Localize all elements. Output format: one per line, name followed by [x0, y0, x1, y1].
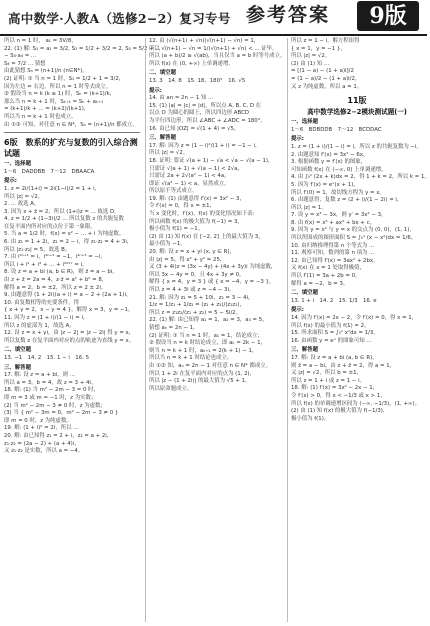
text-line: 所以 (a + b)/2 ≥ √(ab)，当且仅当 a = b 时等号成立。 [149, 53, 286, 60]
text-line: 三、解答题 [149, 135, 176, 142]
text-line: 二、填空题 [149, 70, 176, 77]
text-line: 那么当 n = k + 1 时，Sₖ₊₁ = Sₖ + aₖ₊₁ [4, 98, 104, 105]
text-line: ② 假设当 n = k (k ≥ 1) 时，Sₖ = (k+1)/k， [4, 91, 116, 98]
text-line: 又 z 为纯虚数，所以 a = 1。 [291, 83, 363, 90]
column-1-text-b [4, 161, 140, 456]
text-line: (3) 当 { m² − 3m = 0，m² − 2m − 3 ≠ 0 } [4, 410, 119, 417]
text-line: 又 (3 + 4i)z = (3x − 4y) + (4x + 3y)i 为纯虚数， [149, 264, 277, 271]
text-line: = [(1 − a) − (1 + a)i]/2 [291, 68, 354, 75]
text-line: 3. 根据函数 y = f′(x) 的图象， [291, 159, 367, 166]
text-line: 所以 z 的虚部为 1，故选 A。 [4, 322, 75, 329]
text-line: 21. 解: 因为 z₁ = 5 + 10i，z₂ = 3 − 4i， [149, 294, 254, 301]
text-line: S₄ = 7/2 ... 猜想 [4, 60, 46, 67]
text-line: (2) 证明: ① 当 n = 1 时，S₁ = 1/2 + 1 = 3/2， [4, 75, 125, 82]
text-line: − S₃·a₄ = ... [4, 53, 37, 60]
text-line: 2. ... 故选 A。 [4, 201, 40, 208]
text-line: 三、解答题 [4, 364, 31, 371]
text-line: 17. 解: 设 z = a + bi (a, b ∈ R)， [291, 354, 378, 361]
text-line: 所以 f(x) 在 (0, +∞) 上单调递增。 [149, 60, 234, 67]
text-line: 所以当 n = k + 1 时结论也成立。 [149, 355, 233, 362]
text-line: 13. −1 14. 2 15. 1 − i 16. 5 [4, 354, 89, 361]
text-line: 由 |z| = 5，得 x² + y² = 25， [149, 256, 226, 263]
text-line: 因为左边 = 右边，所以 n = 1 时等式成立。 [4, 83, 112, 90]
text-line: 所以 z = 4 + 3i 或 z = −4 − 3i。 [149, 287, 235, 293]
text-line: z₁·z₂ = (2a − 2) + (a + 4)i， [4, 440, 80, 447]
text-line: 则 z̄ = a − bi，由 z + z̄ = 2，得 a = 1， [291, 362, 396, 369]
text-line: 11. 因为 z = (1 + i)/(1 − i) = i， [4, 315, 89, 321]
text-line: 5. 当 a = 1/2 时，f(x) = x² − ... + i 为纯虚数。 [4, 231, 125, 238]
text-line: 17. 解: 因为 z = (1 − i)²/(1 + i) = −1 − i， [149, 142, 261, 149]
text-line: 所以 |z| = √2。 [291, 53, 331, 60]
text-line: 22. (1) 解: 由已知得 a₁ = 1，a₂ = 3，a₃ = 5， [149, 317, 268, 324]
text-line: 19. 解: (1) 由题意得 f′(x) = 3x² − 3， [149, 195, 245, 202]
text-line: 7. 设 y = x³ − 3x，则 y′ = 3x² − 3， [291, 212, 387, 219]
text-line: 当 x 变化时，f′(x)，f(x) 的变化情况如下表: [149, 211, 255, 218]
text-line: 所以原不等式成立。 [149, 188, 198, 195]
column-2 [145, 38, 286, 622]
text-line: 所以 |z| = √2。 [4, 193, 44, 200]
text-line: 所以 z = 1 − i，解方程组得 [291, 38, 360, 44]
text-line: 所以 |z| = √2。 [149, 150, 189, 157]
text-line: 9. 因为 y = x² 与 y = x 的交点为 (0, 0)，(1, 1)， [291, 227, 415, 234]
text-line: 13. 1 + i 14. 2 15. 1/3 16. e [291, 297, 377, 304]
text-line: 1/z = 1/z₁ + 1/z₂ = (z₁ + z₂)/(z₁z₂)， [149, 302, 245, 309]
text-line: 解得 { x = 4，y = 3 } 或 { x = −4，y = −3 }， [149, 279, 275, 286]
text-line: 20. 解: 设 z = x + yi (x, y ∈ R)， [149, 249, 235, 256]
text-line: = (1 − a)/2 − (1 + a)i/2， [291, 75, 361, 82]
text-line: 所以 1 + 2i 在复平面内对应的点为 (1, 2)， [149, 370, 256, 377]
text-line: 15. (1) |a| = |c| = |d|，所以点 A, B, C, D 在 [149, 102, 262, 109]
text-line: 1～6 BDBDDB 7～12 BCDDAC [291, 126, 382, 133]
text-line: 极小值为 f(1) = −1。 [149, 226, 204, 233]
text-line: 所以 f′(1) = 3a + 2b = 0， [291, 273, 361, 280]
column-3-text-a [291, 38, 423, 91]
header-title: 高中数学·人教A（选修2−2）复习专号 [8, 11, 231, 26]
text-line: 18. 解: (1) 当 m² − 2m − 3 = 0 时， [4, 387, 99, 394]
text-line: 三、解答题 [291, 347, 318, 354]
text-line: 所以所围成的图形面积 S = ∫₀¹ (x − x²)dx = 1/6。 [291, 235, 417, 242]
text-line: 1. z = (1 + i)/(1 − i) = i，所以 z 的共轭复数为 −i。 [291, 143, 422, 150]
text-line: 提示: [4, 178, 17, 185]
text-line: 一、选择题 [4, 161, 31, 168]
section-divider [4, 132, 140, 133]
text-line: (2) 由 (1) 知 f(x) 在 [−2, 2] 上的最大值为 3， [149, 233, 264, 240]
text-line: 12. 设 z = x + yi，由 |z − 2| = |z − 2i| 得 y = x， [4, 330, 135, 337]
text-line: 4. 由 ∫₀¹ (2x + k)dx = 2，得 1 + k = 2，所以 k = 1。 [291, 174, 430, 181]
text-line: 8. 设 z = a + bi (a, b ∈ R)，则 z̄ = a − bi， [4, 269, 118, 276]
section-title-6: 6版 数系的扩充与复数的引入综合测试题 [4, 138, 138, 159]
text-line: 所以 f(x) 的单调递增区间为 (−∞, −1/3)，(1, +∞)。 [291, 400, 421, 407]
column-3 [287, 38, 430, 622]
text-line: 二、填空题 [4, 347, 31, 354]
text-line: 以点 O 为圆心的圆上，所以四边形 ABCD [149, 110, 250, 117]
edition-badge: 9版 [357, 1, 419, 31]
text-line: 所以 a = 3，b = 4，故 z = 3 + 4i。 [4, 379, 97, 386]
column-3-text-b [291, 119, 430, 423]
text-line: 只需证 2a + 2√(a² − 1) < 4a， [149, 173, 230, 180]
text-line: 6. 由题意得，复数 z = (2 + i)/(1 − 2i) = i， [291, 197, 403, 204]
text-line: 14. 由 an = 2n − 1 知 ... [149, 95, 214, 102]
text-line: 二、填空题 [291, 290, 318, 297]
column-2-text [149, 38, 286, 393]
text-line: 7. 由 i⁴ⁿ⁺¹ = i，i⁴ⁿ⁺² = −1，i⁴ⁿ⁺³ = −i， [4, 254, 106, 261]
text-line: 22. (1) 解: S₁ = a₁ = 3/2, S₂ = 1/2 + 3/2 = 2, S₃ = 5/2 + ... [4, 45, 161, 52]
answer-columns [4, 38, 430, 622]
text-line: 19. 解: (1 + i)² = 2i，所以 ... [4, 425, 79, 432]
text-line: 即 m = 0 时，z 为纯虚数。 [4, 417, 72, 424]
text-line: 2. 由题意知 f′(x) = 3x² − 6x， [291, 151, 369, 158]
text-line: 提示: [291, 307, 304, 314]
text-line: 提示: [149, 87, 162, 94]
text-line: 18. 解: (1) f′(x) = 3x² − 2x − 1， [291, 385, 379, 392]
text-line: 15. 所求面积 S = ∫₀¹ x²dx = 1/3。 [291, 330, 379, 337]
text-line: 所以 z = z₁z₂/(z₁ + z₂) = 5 − 5i/2。 [149, 309, 242, 316]
text-line: 所以 |z₁·z₂| = 5，故选 B。 [4, 246, 71, 253]
text-line: { x = 1，y = −1 }， [291, 45, 346, 52]
text-line: = (k+1)/k + ... = (k+2)/(k+1)， [4, 106, 90, 113]
text-line: 8. 由 f(x) = x³ + ax² + bx + c， [291, 219, 376, 226]
text-line: 20. 解: 由已知得 z₁ = 2 + i，z₂ = a + 2i， [4, 432, 113, 439]
text-line: 所以 f(x) 的最小值为 f(1) = 2。 [291, 322, 370, 329]
text-line: 又 f(x) 在 x = 1 处取得极值， [291, 265, 365, 272]
text-line: 5. 因为 f′(x) = eˣ(x + 1)， [291, 181, 359, 188]
text-line: 4. z = 1/2 + (1−3i)/2 ... 所以复数 z 的共轭复数 [4, 216, 124, 223]
text-line: 1～6 DADDBB 7～12 DBAACA [4, 168, 95, 175]
text-line: 6. 由 z₁ = 1 + 2i，z₂ = 2 − i，得 z₁·z₂ = 4 + 3i， [4, 239, 133, 246]
text-line: (2) 当 m² − 2m − 3 ≠ 0 时，z 为虚数； [4, 402, 106, 409]
text-line: 令 f′(x) = 0，得 x = ±1， [149, 203, 215, 210]
text-line: 11. 观察可知，数列的第 n 项为 ... [291, 250, 375, 257]
text-line: 17. 解: 设 z = a + bi，则 ... [4, 372, 75, 379]
text-line: 所以 f′(0) = 1，故切线方程为 y = x。 [291, 189, 385, 196]
column-1 [4, 38, 161, 622]
text-line: { x + y = 2，x − y = 4 }，解得 x = 3，y = −1。 [4, 307, 134, 314]
text-line: 极小值为 f(1)。 [291, 415, 330, 422]
section-subtitle-11: 高中数学选修2−2模块测试题(一) [307, 108, 407, 117]
text-line: 令 f′(x) > 0，得 x < −1/3 或 x > 1， [291, 392, 386, 399]
text-line: 即 m = 3 或 m = −1 时，z 为实数； [4, 394, 97, 401]
text-line: 所以当 n = k + 1 时也成立。 [4, 113, 77, 120]
text-line: 12. 由 (√(n+1) + √n)(√(n+1) − √n) = 1， [149, 38, 260, 44]
text-line: 16. 由已知 |OZ| = √(1 + 4) = √5。 [149, 125, 240, 132]
text-line: 又 z₁·z₂ 是实数，所以 a = −4。 [4, 448, 84, 455]
text-line: 18. 证明: 要证 √(a + 1) − √a < √a − √(a − 1)， [149, 157, 274, 164]
text-line: 所以 i + i² + i³ + … + i²⁰¹⁷ = i。 [4, 261, 88, 268]
text-line: 12. 由已知得 f′(x) = 3ax² + 2bx， [291, 257, 379, 264]
page-header [0, 0, 427, 36]
text-line: 所以 z = 1 + i 或 z = 1 − i。 [291, 377, 365, 384]
text-line: 10. 由归纳推理得第 n 个等式为 ... [291, 242, 375, 249]
text-line: 所以 √(n+1) − √n = 1/(√(n+1) + √n) < ... 证毕。 [149, 45, 278, 52]
text-line: (2) 由 (1) 知 ... [291, 60, 330, 67]
text-line: 所以 3x − 4y = 0，且 4x + 3y ≠ 0， [149, 271, 245, 278]
text-line: 9. 由题意得 (1 + 2i)(a + i) = a − 2 + (2a + 1)i， [4, 292, 132, 299]
text-line: 1. z = 2i/(1+i) = 2i(1−i)/2 = 1 + i， [4, 185, 100, 192]
text-line: 由 ①② 知，aₙ = 2n − 1 对任意 n ∈ N* 都成立。 [149, 362, 272, 369]
text-line: 为平行四边形，所以 ∠ABC + ∠ADC = 180°。 [149, 117, 266, 124]
text-line: 即证 √(a² − 1) < a，显然成立。 [149, 180, 230, 187]
text-line: 可知函数 f(x) 在 (−∞, 0) 上单调递增， [291, 166, 387, 173]
text-line: 最小值为 −1。 [149, 241, 186, 248]
text-line: 一、选择题 [291, 119, 318, 126]
text-line: 所以 |z| = 1。 [291, 204, 327, 211]
text-line: 所以 |z − (1 + 2i)| 的最大值为 √5 + 1。 [149, 378, 251, 385]
text-line: 则当 n = k + 1 时，aₖ₊₁ = 2(k + 1) − 1， [149, 347, 258, 354]
answer-key-title: 参考答案 [232, 3, 344, 27]
text-line: (2) 由 (1) 知 f(x) 的极大值为 f(−1/3)， [291, 408, 389, 415]
text-line: 由此猜想 Sₙ = (n+1)/n (n∈N*)。 [4, 68, 88, 75]
text-line: 所以 n = 1 时， a₁ = 3V/8， [4, 38, 77, 44]
text-line: 由 z + z̄ = 2a = 4，z·z̄ = a² + b² = 8， [4, 277, 108, 284]
text-line: 又 |z| = √2，所以 b = ±1， [291, 370, 362, 377]
text-line: 所以复数 z 在复平面内对应的点的轨迹为直线 y = x。 [4, 337, 135, 344]
text-line: 只需证 √(a + 1) + √(a − 1) < 2√a， [149, 165, 243, 172]
text-line: 所以原命题成立。 [149, 385, 193, 392]
text-line: 14. 因为 f′(x) = 2x − 2，令 f′(x) = 0，得 x = 1， [291, 315, 418, 321]
text-line: 16. 由函数 y = eˣ 的图象可知 ... [291, 337, 372, 344]
text-line: 由 ①② 可知，对任意 n ∈ N*，Sₙ = (n+1)/n 都成立。 [4, 121, 138, 128]
text-line: 13. 3 14. 8 15. 18、180° 16. √5 [149, 77, 246, 84]
section-title-11: 11版 [347, 96, 367, 106]
text-line: 所以函数 f(x) 的极大值为 f(−1) = 3， [149, 218, 243, 225]
text-line: 10. 由复数相等的充要条件，得 [4, 299, 79, 306]
text-line: ② 假设当 n = k 时结论成立，即 aₖ = 2k − 1， [149, 340, 266, 347]
text-line: 3. 因为 z + z̄ = 2，所以 (1+i)z = ... 故选 D。 [4, 208, 120, 215]
text-line: 提示: [291, 136, 304, 143]
text-line: 在复平面内所对应的点位于第一象限。 [4, 223, 96, 230]
text-line: (2) 证明: ① 当 n = 1 时，a₁ = 1，结论成立； [149, 332, 263, 339]
text-line: 猜想 aₙ = 2n − 1。 [149, 324, 199, 331]
text-line: 解得 a = 2，b = ±2，所以 z = 2 ± 2i。 [4, 284, 107, 291]
text-line: 解得 a = −2，b = 3。 [291, 280, 349, 287]
